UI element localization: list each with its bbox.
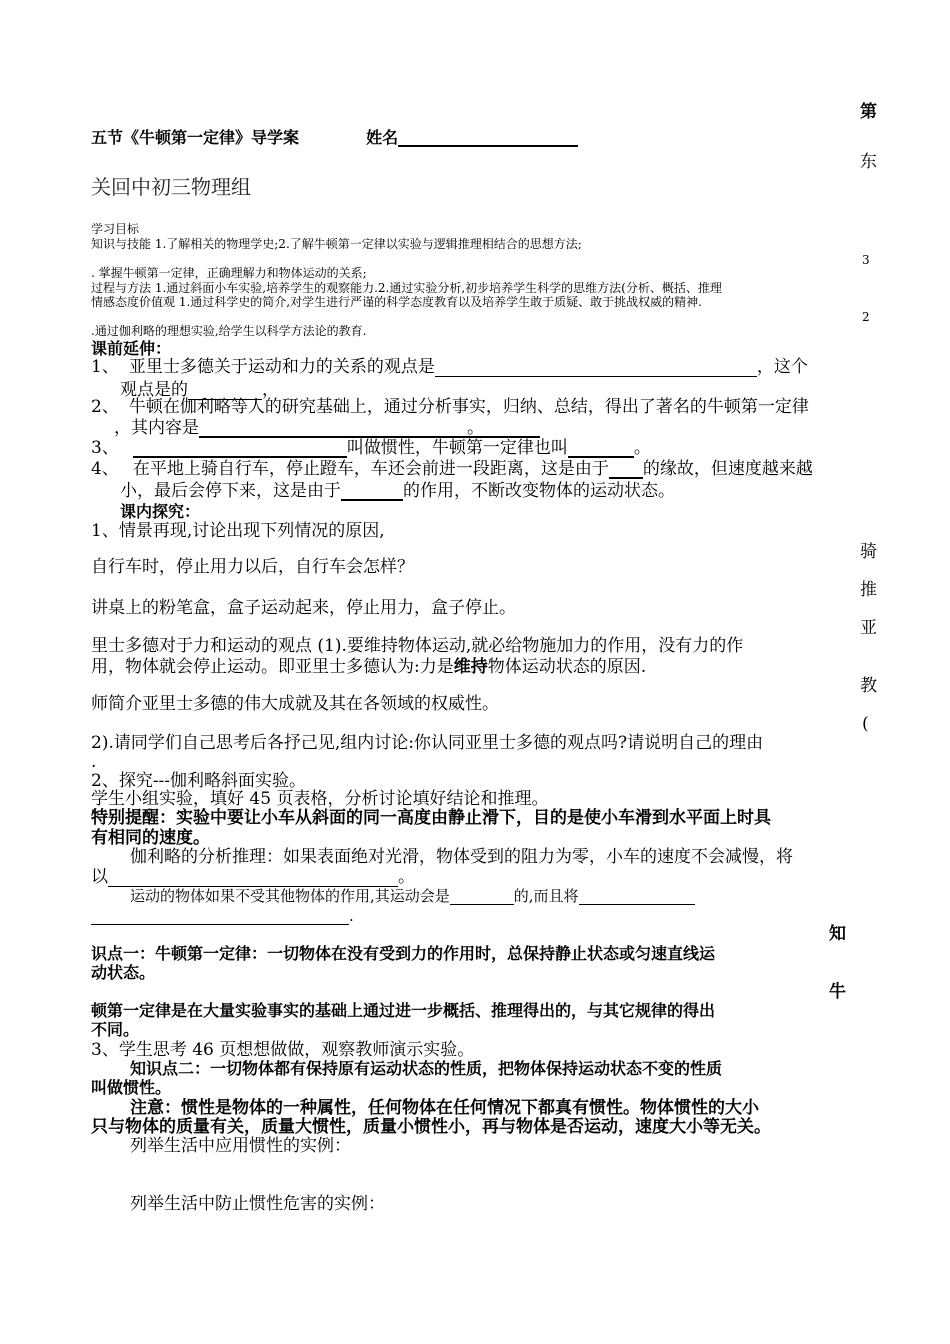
paragraph: 用，物体就会停止运动。即亚里士多德认为:力是维持物体运动状态的原因.	[91, 657, 647, 677]
preclass-heading: 课前延伸：	[91, 339, 172, 358]
answer-blank[interactable]	[133, 440, 347, 458]
side-char: (	[862, 714, 869, 734]
knowledge-point-1: 不同。	[91, 1020, 140, 1039]
attention-note: 只与物体的质量有关，质量大惯性，质量小惯性小，再与物体是否运动，速度大小等无关。	[91, 1117, 771, 1137]
paragraph: 伽利略的分析推理：如果表面绝对光滑，物体受到的阻力为零，小车的速度不会减慢，将	[130, 847, 793, 867]
paragraph: 2、探究---伽利略斜面实验。	[91, 771, 307, 791]
paragraph: .	[91, 752, 97, 772]
objectives-heading: 学习目标	[91, 222, 140, 236]
paragraph: 师简介亚里士多德的伟大成就及其在各领域的权威性。	[91, 694, 499, 714]
paragraph: 学生小组实验，填好 45 页表格，分析讨论填好结论和推理。	[91, 789, 549, 809]
answer-blank[interactable]	[108, 870, 398, 887]
knowledge-point-2: 知识点二：一切物体都有保持原有运动状态的性质，把物体保持运动状态不变的性质	[130, 1059, 723, 1078]
answer-blank[interactable]	[341, 483, 403, 501]
question-1: 1、 亚里士多德关于运动和力的关系的观点是 ，这个	[91, 357, 808, 377]
question-4: 4、 在平地上骑自行车，停止蹬车，车还会前进一段距离，这是由于 的缘故，但速度越来越	[91, 459, 813, 479]
side-char: 教	[860, 676, 877, 696]
knowledge-point-2: 叫做惯性。	[91, 1078, 172, 1097]
paragraph: 自行车时，停止用力以后，自行车会怎样？	[91, 557, 414, 577]
name-label: 姓名	[366, 128, 399, 147]
paragraph: 运动的物体如果不受其他物体的作用,其运动会是 的,而且将	[130, 887, 695, 905]
paragraph: 列举生活中防止惯性危害的实例：	[130, 1194, 385, 1214]
paragraph: 3、学生思考 46 页想想做做，观察教师演示实验。	[91, 1040, 475, 1060]
answer-blank[interactable]	[579, 888, 695, 905]
special-note: 有相同的速度。	[91, 828, 210, 848]
paragraph: 1、情景再现,讨论出现下列情况的原因,	[91, 521, 385, 541]
paragraph: 以 。	[91, 867, 415, 887]
question-4-cont: 小，最后会停下来，这是由于 的作用，不断改变物体的运动状态。	[120, 481, 675, 501]
side-char: 3	[862, 253, 870, 267]
paragraph: 讲桌上的粉笔盒，盒子运动起来，停止用力，盒子停止。	[91, 598, 516, 618]
inclass-heading: 课内探究：	[120, 502, 201, 521]
answer-blank[interactable]	[609, 461, 643, 479]
question-2: 2、 牛顿在伽利略等人的研究基础上，通过分析事实，归纳、总结，得出了著名的牛顿第一定律	[91, 397, 809, 417]
question-2-cont: ，其内容是 。	[114, 418, 540, 438]
side-char: 牛	[829, 982, 846, 1002]
question-1-cont: 观点是的 ，	[120, 380, 279, 400]
knowledge-point-1: 动状态。	[91, 963, 156, 982]
attention-note: 注意：惯性是物体的一种属性，任何物体在任何情况下都真有惯性。物体惯性的大小	[130, 1098, 759, 1118]
objective-line: 知识与技能 1.了解相关的物理学史;2.了解牛顿第一定律以实验与逻辑推理相结合的思想方法;	[91, 237, 582, 251]
objective-line: .通过伽利略的理想实验,给学生以科学方法论的教育.	[91, 324, 367, 338]
side-char: 推	[860, 580, 877, 600]
page-title: 五节《牛顿第一定律》导学案 姓名	[91, 128, 578, 147]
paragraph: .	[91, 907, 354, 925]
answer-blank[interactable]	[91, 908, 349, 925]
knowledge-point-1: 顿第一定律是在大量实验事实的基础上通过进一步概括、推理得出的，与其它规律的得出	[91, 1001, 716, 1020]
special-note: 特别提醒：实验中要让小车从斜面的同一高度由静止滑下，目的是使小车滑到水平面上时具	[91, 808, 771, 828]
side-char: 知	[829, 924, 846, 944]
paragraph: 列举生活中应用惯性的实例：	[130, 1136, 351, 1156]
objective-line: 情感态度价值观 1.通过科学史的简介,对学生进行严谨的科学态度教育以及培养学生敢于质疑、敢于挑战权威的精神.	[91, 295, 702, 309]
answer-blank[interactable]	[435, 360, 757, 377]
group-name: 关回中初三物理组	[91, 175, 251, 199]
answer-blank[interactable]	[568, 440, 634, 458]
side-char: 亚	[860, 618, 877, 638]
objective-line: . 掌握牛顿第一定律，正确理解力和物体运动的关系;	[91, 266, 367, 280]
paragraph: 2).请同学们自己思考后各抒己见,组内讨论:你认同亚里士多德的观点吗?请说明自己的理由	[91, 733, 764, 753]
side-char: 东	[860, 152, 877, 172]
side-char: 2	[862, 310, 870, 324]
side-char: 骑	[860, 542, 877, 562]
side-char: 第	[860, 102, 877, 122]
name-blank[interactable]	[398, 129, 578, 147]
knowledge-point-1: 识点一：牛顿第一定律：一切物体在没有受到力的作用时，总保持静止状态或匀速直线运	[91, 944, 716, 963]
objective-line: 过程与方法 1.通过斜面小车实验,培养学生的观察能力.2.通过实验分析,初步培养学生科学的思维方法(分析、概括、推理	[91, 281, 722, 295]
paragraph: 里士多德对于力和运动的观点 (1).要维持物体运动,就必给物施加力的作用，没有力的作	[91, 636, 744, 656]
answer-blank[interactable]	[450, 888, 514, 905]
question-3: 3、 叫做惯性，牛顿第一定律也叫 。	[91, 438, 651, 458]
